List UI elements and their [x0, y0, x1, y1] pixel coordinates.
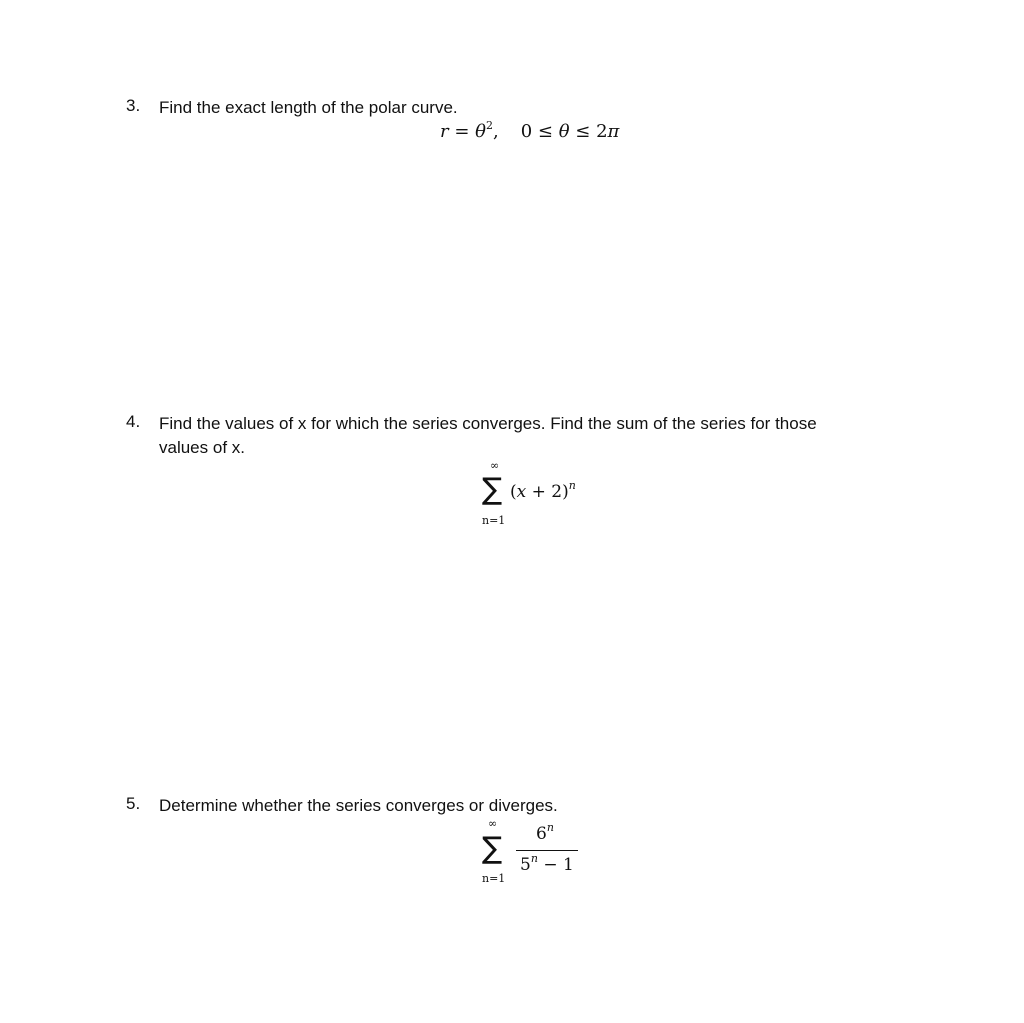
- fraction-denominator: $5^n - 1$: [520, 852, 574, 875]
- sigma-symbol: ∑: [482, 472, 503, 507]
- series-term: $(x + 2)^n$: [510, 479, 576, 502]
- problem-text: Find the exact length of the polar curve.: [159, 98, 458, 117]
- problem-text: Determine whether the series converges or diverges.: [159, 796, 558, 815]
- sum-lower-limit: n=1: [482, 514, 506, 527]
- problem-text: [159, 412, 879, 460]
- fraction-bar: [516, 850, 578, 851]
- problem-number: 4.: [126, 412, 141, 431]
- sum-upper-limit: ∞: [490, 459, 500, 472]
- sum-lower-limit: n=1: [482, 872, 506, 885]
- fraction-numerator: 6$^n$: [536, 821, 554, 844]
- problem-number: 3.: [126, 96, 141, 115]
- problem-number: 5.: [126, 794, 141, 813]
- polar-curve-equation: $r = \theta^2$, 0 ≤ θ ≤ 2π: [440, 119, 620, 142]
- sum-upper-limit: ∞: [488, 817, 498, 830]
- sigma-symbol: ∑: [482, 831, 503, 866]
- problem-text-line: values of x.: [159, 438, 245, 457]
- problem-text-line: Find the values of x for which the series converges. Find the sum of the series for those: [159, 414, 817, 433]
